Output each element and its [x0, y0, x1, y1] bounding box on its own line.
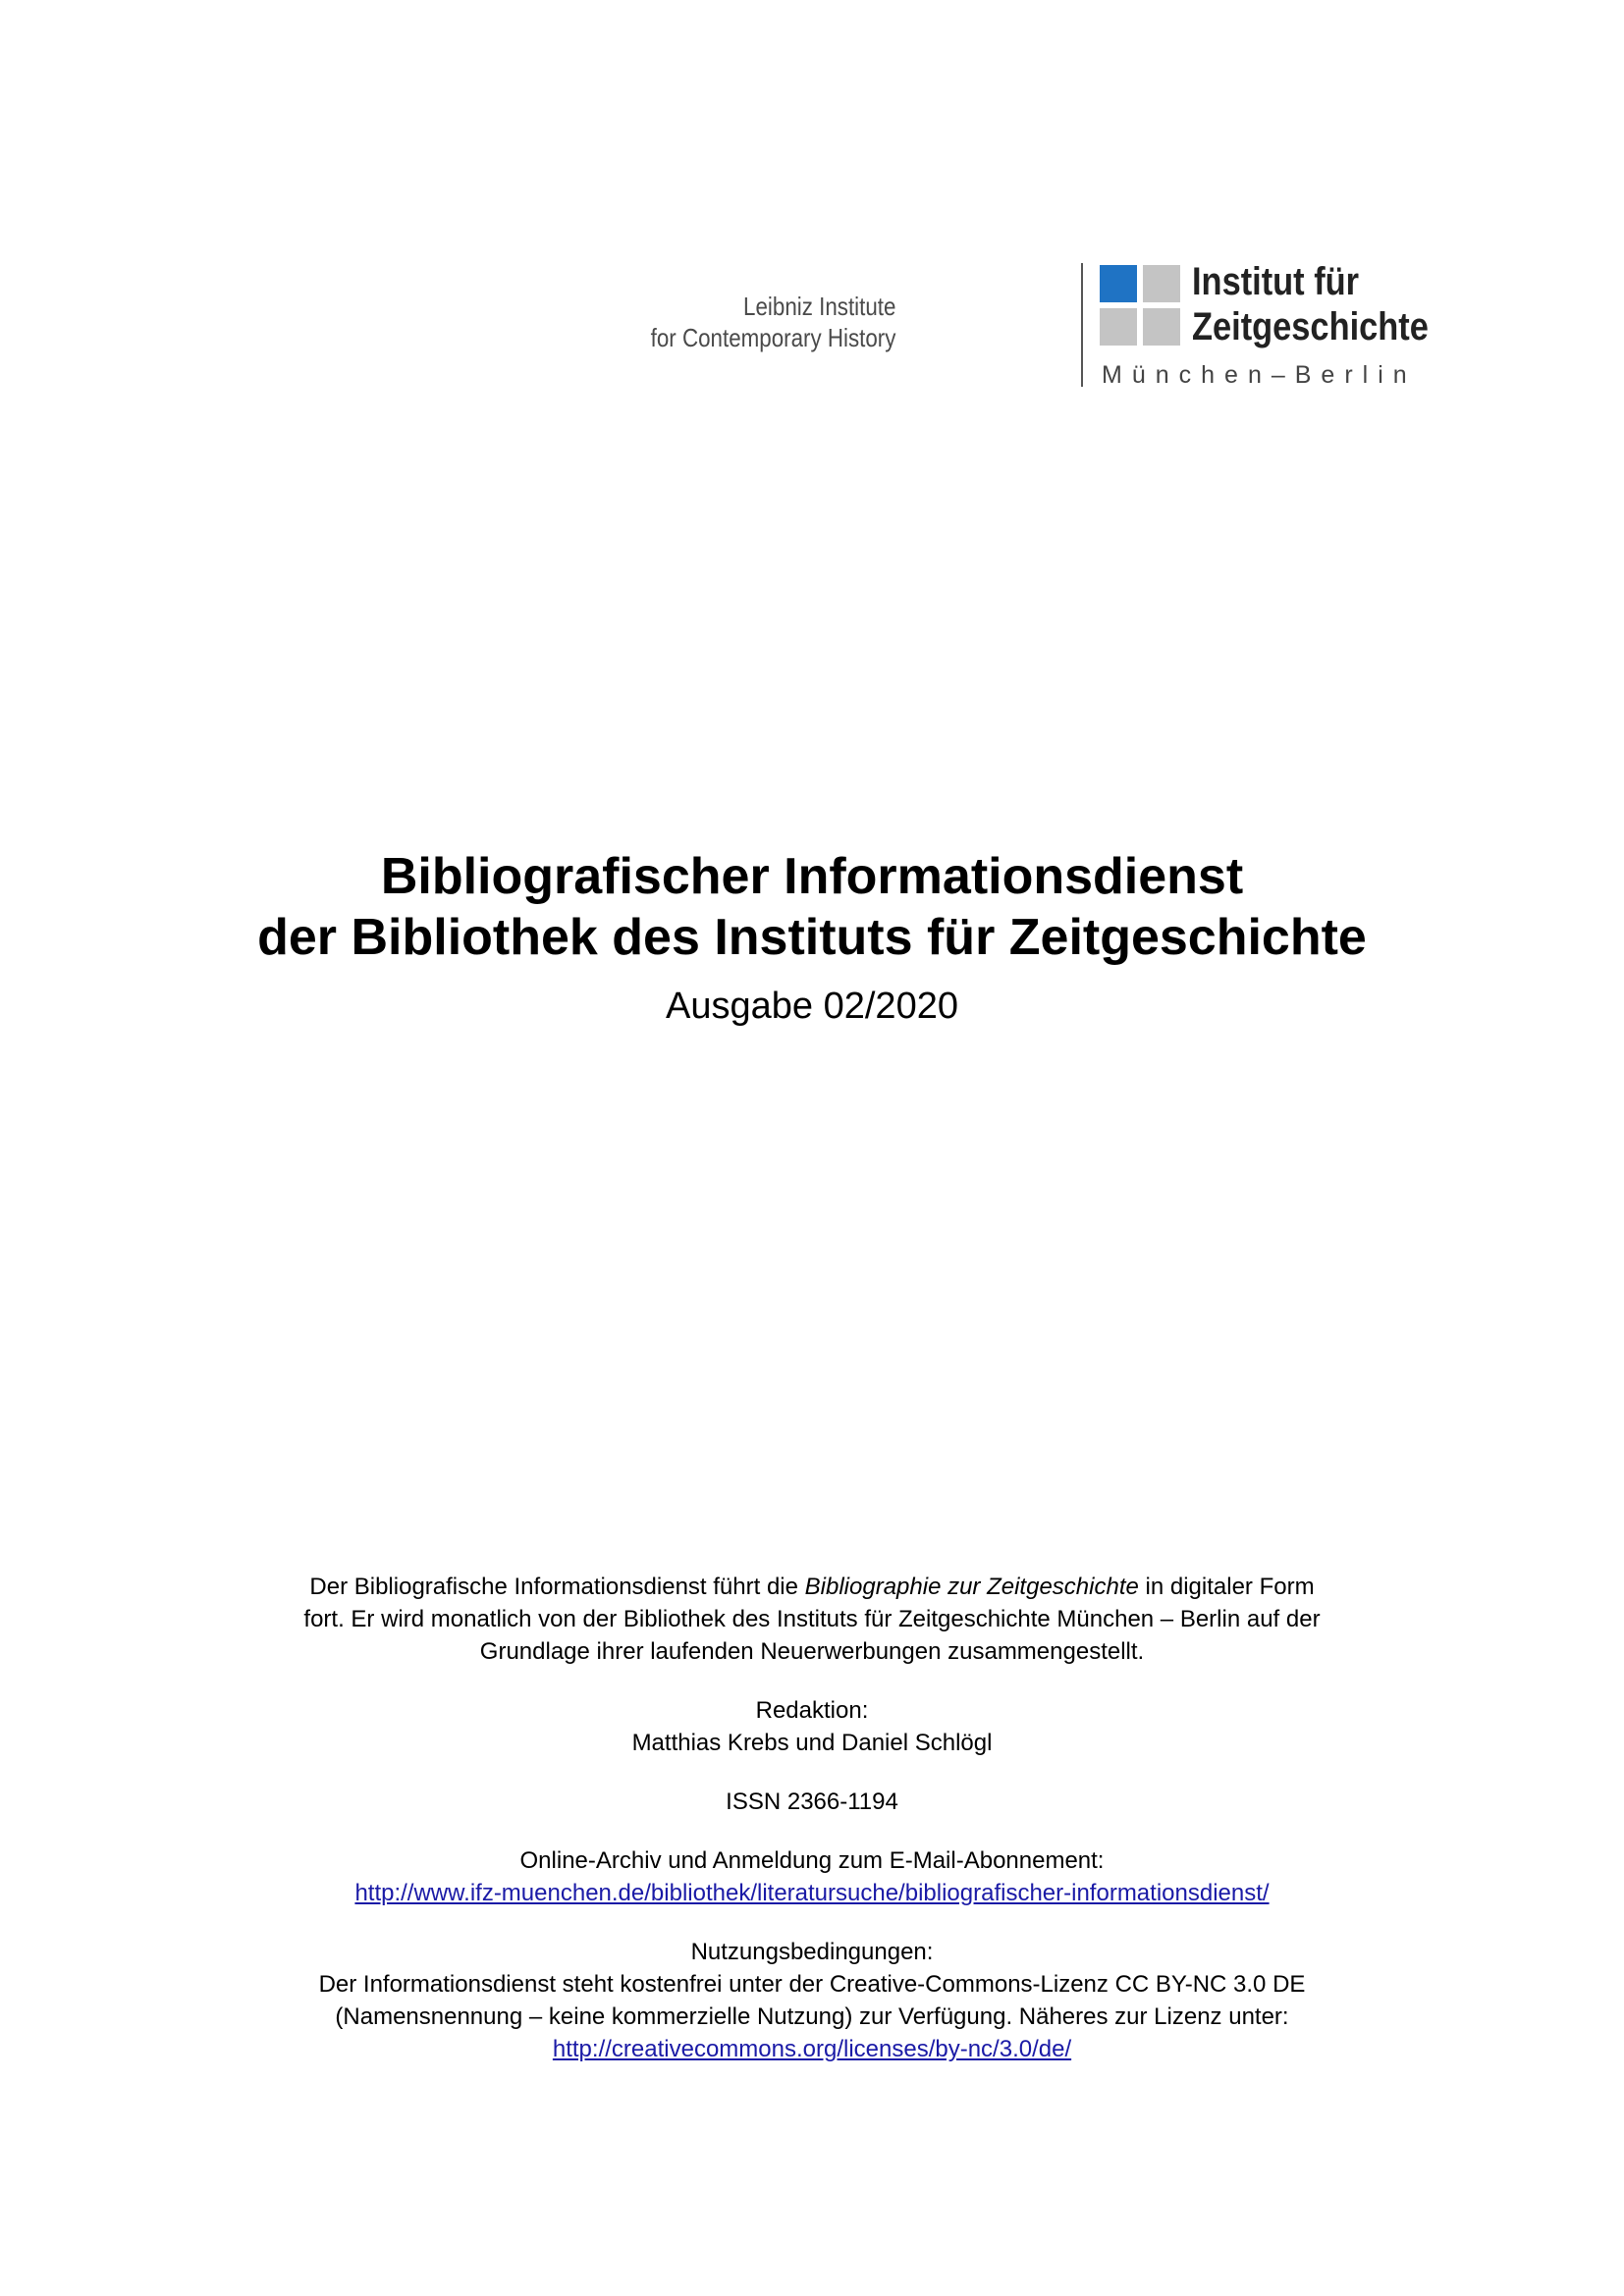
logo-subtitle: [650, 291, 895, 353]
document-title-line1: Bibliografischer Informationsdienst: [380, 848, 1244, 905]
license-link[interactable]: http://creativecommons.org/licenses/by-nc/3.0/de/: [552, 2036, 1072, 2062]
archive-paragraph: [0, 1844, 1624, 1909]
editorial-names: Matthias Krebs und Daniel Schlögl: [631, 1730, 993, 1756]
info-block: [0, 1571, 1624, 2092]
document-title-line2: der Bibliothek des Instituts für Zeitgeschichte: [257, 909, 1367, 966]
logo-square-grey: [1143, 265, 1180, 302]
logo-square-grey: [1100, 308, 1137, 346]
description-text: Der Bibliografische Informationsdienst führt die: [309, 1574, 805, 1600]
logo-subtitle-line1: Leibniz Institute: [742, 292, 895, 321]
logo-title: [1192, 259, 1429, 349]
terms-line2: (Namensnennung – keine kommerzielle Nutzung) zur Verfügung. Näheres zur Lizenz unter:: [335, 2003, 1289, 2030]
editorial-paragraph: [0, 1694, 1624, 1759]
terms-line1: Der Informationsdienst steht kostenfrei unter der Creative-Commons-Lizenz CC BY-NC 3.0 DE: [318, 1971, 1306, 1998]
logo-title-line1: Institut für: [1192, 260, 1360, 303]
description-line2: fort. Er wird monatlich von der Bibliothek des Instituts für Zeitgeschichte München – Berlin auf der: [303, 1606, 1321, 1632]
archive-label: Online-Archiv und Anmeldung zum E-Mail-Abonnement:: [519, 1847, 1105, 1874]
logo-square-blue: [1100, 265, 1137, 302]
issn-text: ISSN 2366-1194: [726, 1789, 898, 1815]
issn-paragraph: [0, 1786, 1624, 1818]
logo-subtitle-line2: for Contemporary History: [650, 323, 895, 352]
description-line1: [0, 1571, 1624, 1603]
institute-logo: [650, 260, 1434, 393]
description-paragraph: [0, 1571, 1624, 1668]
logo-title-line2: Zeitgeschichte: [1192, 305, 1429, 348]
logo-squares-icon: [1100, 265, 1180, 346]
edition-label: Ausgabe 02/2020: [666, 986, 958, 1027]
editorial-label: Redaktion:: [755, 1697, 869, 1724]
description-line3: Grundlage ihrer laufenden Neuerwerbungen zusammengestellt.: [479, 1638, 1145, 1665]
description-text: in digitaler Form: [1138, 1574, 1315, 1600]
logo-city: München–Berlin: [1102, 361, 1417, 389]
archive-link[interactable]: http://www.ifz-muenchen.de/bibliothek/literatursuche/bibliografischer-informationsdienst/: [354, 1880, 1270, 1906]
terms-label: Nutzungsbedingungen:: [690, 1939, 934, 1965]
logo-square-grey: [1143, 308, 1180, 346]
document-title-block: [0, 846, 1624, 1029]
terms-paragraph: [0, 1936, 1624, 2065]
logo-divider: [1081, 263, 1083, 387]
publication-title: Bibliographie zur Zeitgeschichte: [804, 1574, 1139, 1600]
